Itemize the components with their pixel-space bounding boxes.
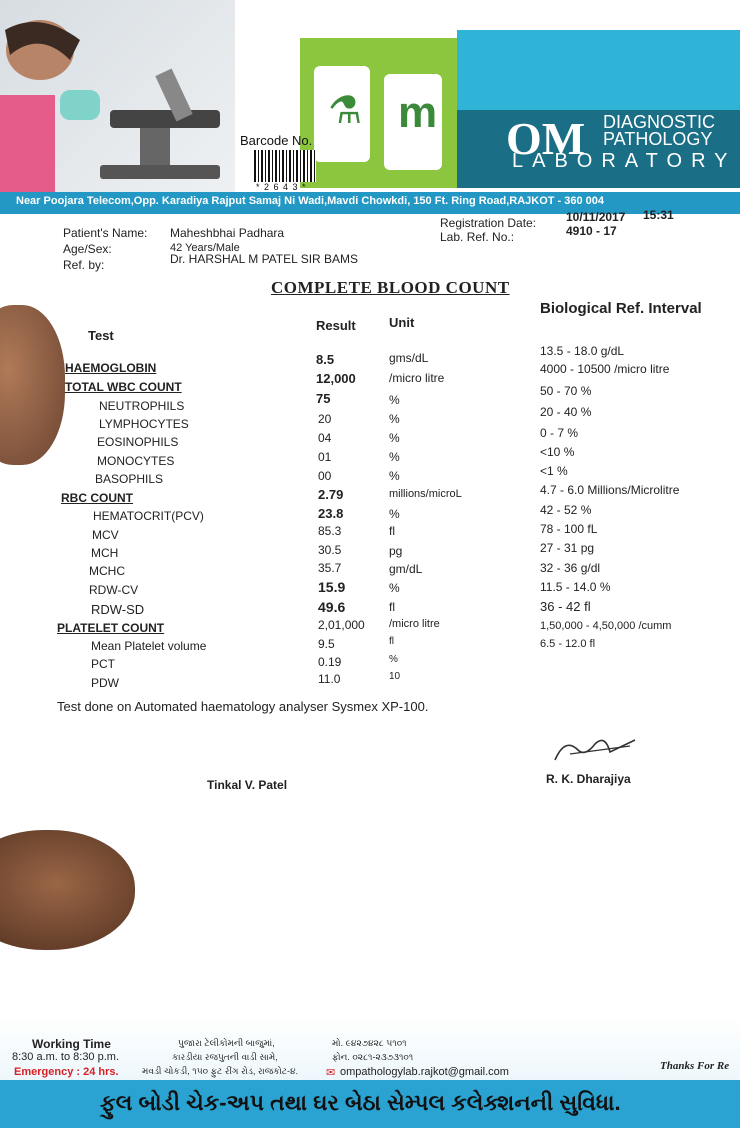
ref-interval: 50 - 70 %: [540, 384, 592, 398]
reg-date-label: Registration Date:: [440, 216, 537, 230]
unit: %: [389, 412, 400, 426]
test-name: MONOCYTES: [97, 454, 175, 468]
unit: %: [389, 507, 400, 521]
result-value: 20: [318, 412, 332, 426]
report-title: COMPLETE BLOOD COUNT: [271, 278, 510, 297]
test-name: MCHC: [89, 564, 125, 578]
test-name: NEUTROPHILS: [99, 399, 185, 413]
reg-time: 15:31: [643, 208, 674, 222]
unit: gm/dL: [389, 562, 423, 576]
ref-interval: 20 - 40 %: [540, 405, 592, 419]
unit: fl: [389, 600, 395, 614]
test-name: PDW: [91, 676, 119, 690]
test-name: HEMATOCRIT(PCV): [93, 509, 204, 523]
lab-ref-no: 4910 - 17: [566, 224, 617, 238]
result-value: 85.3: [318, 524, 342, 538]
result-value: 04: [318, 431, 332, 445]
ref-interval: 4.7 - 6.0 Millions/Microlitre: [540, 483, 680, 497]
ref-interval: 1,50,000 - 4,50,000 /cumm: [540, 620, 672, 632]
lab-ref-label: Lab. Ref. No.:: [440, 230, 515, 244]
address-gujarati-1: પુજારા ટેલીકોમની બાજુમાં,: [178, 1038, 275, 1048]
result-value: 49.6: [318, 599, 346, 615]
brand-diagnostic-pathology: DIAGNOSTIC PATHOLOGY: [603, 112, 716, 149]
brand-laboratory: LABORATORY: [512, 150, 737, 172]
test-name: RDW-CV: [89, 583, 139, 597]
result-value: 2,01,000: [318, 618, 365, 632]
unit: millions/microL: [389, 488, 462, 500]
logo-microscope-icon: ⚗: [328, 90, 363, 132]
patient-name: Maheshbhai Padhara: [170, 226, 285, 240]
unit: 10: [389, 671, 401, 682]
ref-interval: 36 - 42 fl: [540, 599, 591, 614]
result-value: 75: [316, 391, 331, 406]
logo-m-glyph: m: [398, 88, 438, 137]
test-name: EOSINOPHILS: [97, 435, 179, 449]
result-value: 0.19: [318, 655, 342, 669]
test-name: RDW-SD: [91, 602, 145, 617]
analyser-note: Test done on Automated haematology analyser Sysmex XP-100.: [57, 699, 429, 714]
phone-number: ફોન. ૦૨૮૧-૨૩૭૩૧૦૧: [332, 1052, 414, 1062]
ref-by-label: Ref. by:: [63, 258, 105, 272]
barcode-number: * 2 6 4 3 *: [256, 182, 307, 192]
lab-address: Near Poojara Telecom,Opp. Karadiya Rajput Samaj Ni Wadi,Mavdi Chowkdi, 150 Ft. Ring Road,RAJKOT - 360 004: [16, 195, 605, 207]
barcode-label: Barcode No.: [240, 133, 313, 148]
ref-interval: 11.5 - 14.0 %: [540, 580, 611, 594]
microscope-icon: [0, 0, 235, 192]
signature-right: R. K. Dharajiya: [546, 772, 631, 786]
age-sex: 42 Years/Male: [170, 242, 240, 254]
test-name: MCV: [92, 528, 119, 542]
ref-interval: <1 %: [540, 464, 568, 478]
unit: fl: [389, 636, 394, 647]
ref-by: Dr. HARSHAL M PATEL SIR BAMS: [170, 252, 359, 266]
test-name: PLATELET COUNT: [57, 621, 165, 635]
barcode-icon: [254, 150, 316, 182]
col-ref: Biological Ref. Interval: [540, 300, 702, 317]
unit: %: [389, 581, 400, 595]
reg-date: 10/11/2017: [566, 210, 626, 224]
result-value: 8.5: [316, 352, 335, 367]
test-name: Mean Platelet volume: [91, 639, 207, 653]
email-address[interactable]: ompathologylab.rajkot@gmail.com: [340, 1066, 509, 1078]
address-gujarati-2: કારડીયા રજપુતની વાડી સામે,: [172, 1052, 278, 1062]
unit: fl: [389, 524, 395, 538]
ref-interval: 6.5 - 12.0 fl: [540, 638, 596, 650]
result-value: 35.7: [318, 561, 342, 575]
lab-technician-photo: [0, 0, 235, 192]
result-value: 11.0: [318, 672, 341, 686]
signature-left: Tinkal V. Patel: [207, 778, 288, 792]
working-time-label: Working Time: [32, 1037, 111, 1051]
ref-interval: 78 - 100 fL: [540, 522, 598, 536]
col-unit: Unit: [389, 315, 415, 330]
test-name: TOTAL WBC COUNT: [65, 380, 182, 394]
ref-interval: 32 - 36 g/dl: [540, 561, 601, 575]
ref-interval: 4000 - 10500 /micro litre: [540, 362, 670, 376]
unit: %: [389, 654, 398, 665]
address-gujarati-3: મવડી ચોકડી, ૧૫૦ ફુટ રીંગ રોડ, રાજકોટ-૪.: [142, 1066, 299, 1076]
holding-hand-bottom: [0, 830, 135, 950]
test-name: RBC COUNT: [61, 491, 133, 505]
email-icon: ✉: [326, 1067, 336, 1079]
unit: %: [389, 431, 400, 445]
unit: /micro litre: [389, 371, 445, 385]
result-value: 01: [318, 450, 332, 464]
age-sex-label: Age/Sex:: [63, 242, 112, 256]
unit: pg: [389, 544, 403, 558]
result-value: 2.79: [318, 487, 344, 502]
ref-interval: 0 - 7 %: [540, 426, 579, 440]
result-value: 15.9: [318, 579, 346, 595]
unit: gms/dL: [389, 351, 429, 365]
col-result: Result: [316, 318, 356, 333]
result-value: 00: [318, 469, 332, 483]
ref-interval: 27 - 31 pg: [540, 541, 595, 555]
lab-logo: [300, 38, 457, 188]
result-value: 9.5: [318, 637, 335, 651]
patient-name-label: Patient's Name:: [63, 226, 148, 240]
brand-om: OM: [506, 113, 586, 164]
result-value: 30.5: [318, 543, 342, 557]
holding-hand-top: [0, 305, 65, 465]
test-name: BASOPHILS: [95, 472, 164, 486]
unit: %: [389, 469, 400, 483]
ref-interval: 13.5 - 18.0 g/dL: [540, 344, 625, 358]
mobile-number: મો. ૯૪૨૭૪૨૮ ૫૧૦૧: [332, 1038, 407, 1048]
test-name: PCT: [91, 657, 115, 671]
test-name: MCH: [91, 546, 119, 560]
unit: %: [389, 450, 400, 464]
unit: /micro litre: [389, 618, 440, 630]
result-value: 23.8: [318, 506, 344, 521]
test-name: HAEMOGLOBIN: [65, 361, 157, 375]
ref-interval: <10 %: [540, 445, 575, 459]
result-value: 12,000: [316, 371, 356, 386]
working-hours: 8:30 a.m. to 8:30 p.m.: [12, 1051, 120, 1063]
unit: %: [389, 393, 400, 407]
brand-top-band: [457, 30, 740, 110]
col-test: Test: [88, 328, 114, 343]
thanks-text: Thanks For Re: [660, 1060, 730, 1072]
test-name: LYMPHOCYTES: [99, 417, 189, 431]
ref-interval: 42 - 52 %: [540, 503, 592, 517]
emergency-hours: Emergency : 24 hrs.: [14, 1066, 119, 1078]
signature-scribble-icon: [550, 732, 640, 768]
footer-slogan: ફુલ બોડી ચેક-અપ તથા ઘર બેઠા સેમ્પલ કલેક્શનની સુવિધા.: [100, 1090, 621, 1115]
